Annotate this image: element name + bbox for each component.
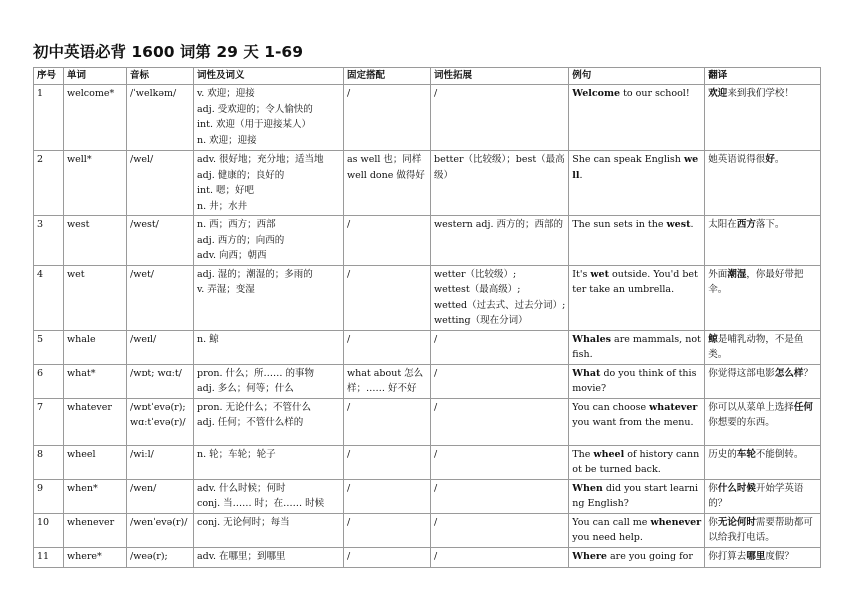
meaning-line: adj. 西方的；向西的 — [197, 234, 285, 246]
cell-word: whale — [64, 330, 127, 364]
translation-text: 你想要的东西。 — [708, 417, 775, 428]
example-bold: Whales — [572, 333, 612, 345]
cell-collocation: / — [344, 265, 431, 330]
meaning-line: pron. 无论什么；不管什么 — [197, 401, 312, 413]
example-text: You can call me — [572, 516, 651, 528]
meaning-line: adj. 受欢迎的；令人愉快的 — [197, 103, 313, 115]
cell-extension: / — [431, 364, 569, 398]
table-row — [34, 364, 821, 398]
cell-meaning — [194, 330, 344, 364]
translation-text: 度假？ — [765, 550, 794, 562]
translation-text: 不能倒转。 — [755, 448, 804, 460]
extension-line: wetter（比较级）; — [434, 268, 517, 280]
header-example: 例句 — [569, 68, 705, 85]
cell-translation — [705, 445, 821, 479]
translation-bold: 鲸 — [708, 333, 718, 345]
meaning-line: conj. 无论何时；每当 — [197, 516, 290, 528]
cell-word: where* — [64, 547, 127, 567]
cell-translation — [705, 513, 821, 547]
cell-collocation: / — [344, 445, 431, 479]
table-row — [34, 265, 821, 330]
cell-collocation: / — [344, 216, 431, 266]
example-text: are mammals, not fish. — [572, 333, 701, 360]
cell-collocation: / — [344, 547, 431, 567]
translation-text: ，你最好带把伞。 — [708, 268, 804, 295]
meaning-line: n. 井；水井 — [197, 200, 248, 212]
vocabulary-table — [33, 67, 821, 568]
cell-collocation: / — [344, 330, 431, 364]
example-bold: What — [572, 367, 601, 379]
meaning-line: adj. 健康的；良好的 — [197, 169, 285, 181]
cell-word: when* — [64, 479, 127, 513]
header-meaning: 词性及词义 — [194, 68, 344, 85]
cell-collocation: what about 怎么样；…… 好不好 — [344, 364, 431, 398]
example-text: did you start learning English? — [572, 482, 699, 509]
example-bold: Where — [572, 550, 607, 562]
cell-meaning — [194, 547, 344, 567]
example-text: outside. You'd better take an umbrella. — [572, 268, 698, 295]
meaning-line: n. 欢迎；迎接 — [197, 134, 257, 146]
cell-collocation: / — [344, 513, 431, 547]
translation-text: 历史的 — [708, 448, 737, 460]
header-translation: 翻译 — [705, 68, 821, 85]
translation-text: 你 — [708, 482, 718, 494]
example-text: you want from the menu. — [572, 417, 694, 428]
cell-phonetic: /wel/ — [127, 151, 194, 216]
cell-phonetic: /weə(r); — [127, 547, 194, 567]
cell-extension: / — [431, 330, 569, 364]
cell-example — [569, 151, 705, 216]
translation-text: 是哺乳动物，不是鱼类。 — [708, 333, 804, 360]
cell-extension: / — [431, 547, 569, 567]
header-extension: 词性拓展 — [431, 68, 569, 85]
example-text: . — [579, 169, 583, 181]
cell-example — [569, 364, 705, 398]
header-phonetic: 音标 — [127, 68, 194, 85]
meaning-line: n. 轮；车轮；轮子 — [197, 448, 276, 460]
meaning-line: adj. 多么；何等；什么 — [197, 383, 294, 394]
translation-bold: 什么时候 — [717, 482, 756, 494]
phonetic-line: /wɒtˈevə(r); — [130, 401, 186, 413]
translation-text: ？ — [803, 367, 813, 379]
cell-meaning — [194, 151, 344, 216]
cell-number: 9 — [34, 479, 64, 513]
cell-meaning — [194, 479, 344, 513]
cell-extension: / — [431, 479, 569, 513]
translation-text: 落下。 — [755, 219, 785, 230]
example-text: of history cannot be turned back. — [572, 448, 700, 475]
meaning-line: int. 欢迎（用于迎接某人） — [197, 119, 312, 130]
table-row — [34, 479, 821, 513]
meaning-line: v. 弄湿；变湿 — [197, 284, 255, 295]
translation-bold: 欢迎 — [708, 88, 728, 99]
meaning-line: adj. 任何；不管什么样的 — [197, 417, 304, 428]
extension-line: wetting（现在分词） — [434, 315, 528, 326]
translation-bold: 潮湿 — [727, 268, 747, 280]
translation-text: 开始学英语的？ — [708, 482, 804, 509]
cell-number: 4 — [34, 265, 64, 330]
example-bold: Welcome — [572, 88, 621, 99]
cell-extension: / — [431, 398, 569, 445]
example-text: The — [572, 448, 594, 460]
cell-number: 5 — [34, 330, 64, 364]
cell-phonetic: /weɪl/ — [127, 330, 194, 364]
cell-phonetic: /ˈwelkəm/ — [127, 85, 194, 151]
example-bold: whatever — [649, 401, 698, 413]
cell-example — [569, 479, 705, 513]
example-text: . — [690, 219, 694, 230]
table-row — [34, 216, 821, 266]
cell-meaning — [194, 513, 344, 547]
cell-number: 8 — [34, 445, 64, 479]
cell-meaning — [194, 85, 344, 151]
translation-bold: 怎么样 — [774, 367, 804, 379]
header-word: 单词 — [64, 68, 127, 85]
translation-text: 。 — [774, 154, 785, 165]
cell-example — [569, 513, 705, 547]
cell-phonetic — [127, 398, 194, 445]
translation-bold: 任何 — [793, 401, 813, 413]
cell-extension: / — [431, 445, 569, 479]
page-title: 初中英语必背 1600 词第 29 天 1-69 — [33, 43, 303, 61]
example-text: are you going for — [606, 550, 693, 562]
cell-word: west — [64, 216, 127, 266]
cell-translation — [705, 547, 821, 567]
meaning-line: adv. 在哪里；到哪里 — [197, 550, 286, 562]
cell-meaning — [194, 216, 344, 266]
example-text: It's — [572, 268, 591, 280]
cell-collocation: / — [344, 398, 431, 445]
translation-bold: 车轮 — [736, 448, 756, 460]
cell-number: 2 — [34, 151, 64, 216]
meaning-line: adv. 什么时候；何时 — [197, 482, 286, 494]
cell-word: whenever — [64, 513, 127, 547]
example-text: you need help. — [572, 532, 643, 543]
cell-example — [569, 445, 705, 479]
cell-example — [569, 216, 705, 266]
translation-text: 太阳在 — [708, 219, 737, 230]
cell-meaning — [194, 364, 344, 398]
translation-bold: 哪里 — [746, 550, 766, 562]
cell-translation — [705, 85, 821, 151]
translation-text: 外面 — [708, 268, 728, 280]
cell-number: 7 — [34, 398, 64, 445]
translation-text: 你觉得这部电影 — [708, 367, 775, 379]
meaning-line: adv. 向西；朝西 — [197, 250, 267, 261]
translation-text: 你 — [708, 516, 718, 528]
cell-translation — [705, 151, 821, 216]
translation-text: 你可以从菜单上选择 — [708, 401, 794, 413]
meaning-line: n. 西；西方；西部 — [197, 219, 276, 230]
cell-phonetic: /wenˈevə(r)/ — [127, 513, 194, 547]
cell-collocation: / — [344, 479, 431, 513]
table-header-row — [34, 68, 821, 85]
cell-collocation: / — [344, 85, 431, 151]
cell-phonetic: /wet/ — [127, 265, 194, 330]
cell-translation — [705, 364, 821, 398]
cell-extension — [431, 265, 569, 330]
cell-phonetic: /west/ — [127, 216, 194, 266]
cell-translation — [705, 398, 821, 445]
table-row — [34, 513, 821, 547]
cell-number: 6 — [34, 364, 64, 398]
meaning-line: adj. 湿的；潮湿的；多雨的 — [197, 268, 313, 280]
phonetic-line: wɑːtˈevə(r)/ — [130, 417, 186, 428]
cell-word: wheel — [64, 445, 127, 479]
cell-example — [569, 398, 705, 445]
extension-line: wetted（过去式、过去分词）; — [434, 299, 566, 311]
table-row — [34, 151, 821, 216]
example-bold: wheel — [593, 448, 625, 460]
cell-word: what* — [64, 364, 127, 398]
cell-translation — [705, 330, 821, 364]
meaning-line: int. 嗯；好吧 — [197, 185, 255, 196]
example-text: do you think of this movie? — [572, 367, 697, 394]
translation-bold: 西方 — [736, 219, 756, 230]
example-bold: wet — [590, 268, 609, 280]
meaning-line: conj. 当…… 时；在…… 时候 — [197, 498, 325, 509]
cell-word: welcome* — [64, 85, 127, 151]
table-body — [34, 85, 821, 568]
cell-meaning — [194, 445, 344, 479]
cell-number: 10 — [34, 513, 64, 547]
cell-word: well* — [64, 151, 127, 216]
cell-word: wet — [64, 265, 127, 330]
cell-number: 3 — [34, 216, 64, 266]
example-text: The sun sets in the — [572, 219, 667, 230]
example-bold: whenever — [650, 516, 702, 528]
header-collocation: 固定搭配 — [344, 68, 431, 85]
cell-translation — [705, 265, 821, 330]
cell-word: whatever — [64, 398, 127, 445]
cell-example — [569, 547, 705, 567]
translation-text: 她英语说得很 — [708, 154, 766, 165]
extension-line: wettest（最高级）; — [434, 284, 521, 295]
example-bold: When — [572, 482, 603, 494]
translation-bold: 无论何时 — [717, 516, 756, 528]
meaning-line: adv. 很好地；充分地；适当地 — [197, 154, 324, 165]
table-row — [34, 547, 821, 567]
cell-meaning — [194, 398, 344, 445]
cell-extension: better（比较级）；best（最高级） — [431, 151, 569, 216]
table-row — [34, 445, 821, 479]
cell-extension: / — [431, 513, 569, 547]
cell-number: 1 — [34, 85, 64, 151]
cell-example — [569, 265, 705, 330]
table-row — [34, 398, 821, 445]
cell-collocation: as well 也；同样 well done 做得好 — [344, 151, 431, 216]
example-text: to our school! — [620, 88, 690, 99]
translation-bold: 好 — [765, 154, 775, 165]
cell-phonetic: /wiːl/ — [127, 445, 194, 479]
example-text: She can speak English — [572, 154, 684, 165]
meaning-line: n. 鲸 — [197, 333, 219, 345]
meaning-line: v. 欢迎；迎接 — [197, 88, 255, 99]
example-bold: west — [666, 219, 691, 230]
translation-text: 来到我们学校！ — [727, 88, 794, 99]
cell-translation — [705, 216, 821, 266]
cell-example — [569, 330, 705, 364]
cell-phonetic: /wɒt; wɑːt/ — [127, 364, 194, 398]
table-row — [34, 85, 821, 151]
cell-meaning — [194, 265, 344, 330]
cell-translation — [705, 479, 821, 513]
cell-extension: / — [431, 85, 569, 151]
translation-text: 需要帮助都可以给我打电话。 — [708, 516, 813, 543]
cell-extension: western adj. 西方的；西部的 — [431, 216, 569, 266]
example-bold: well — [572, 154, 699, 181]
translation-text: 你打算去 — [708, 550, 747, 562]
cell-phonetic: /wen/ — [127, 479, 194, 513]
meaning-line: pron. 什么；所…… 的事物 — [197, 367, 315, 379]
cell-example — [569, 85, 705, 151]
example-text: You can choose — [572, 401, 650, 413]
table-row — [34, 330, 821, 364]
cell-number: 11 — [34, 547, 64, 567]
header-number: 序号 — [34, 68, 64, 85]
